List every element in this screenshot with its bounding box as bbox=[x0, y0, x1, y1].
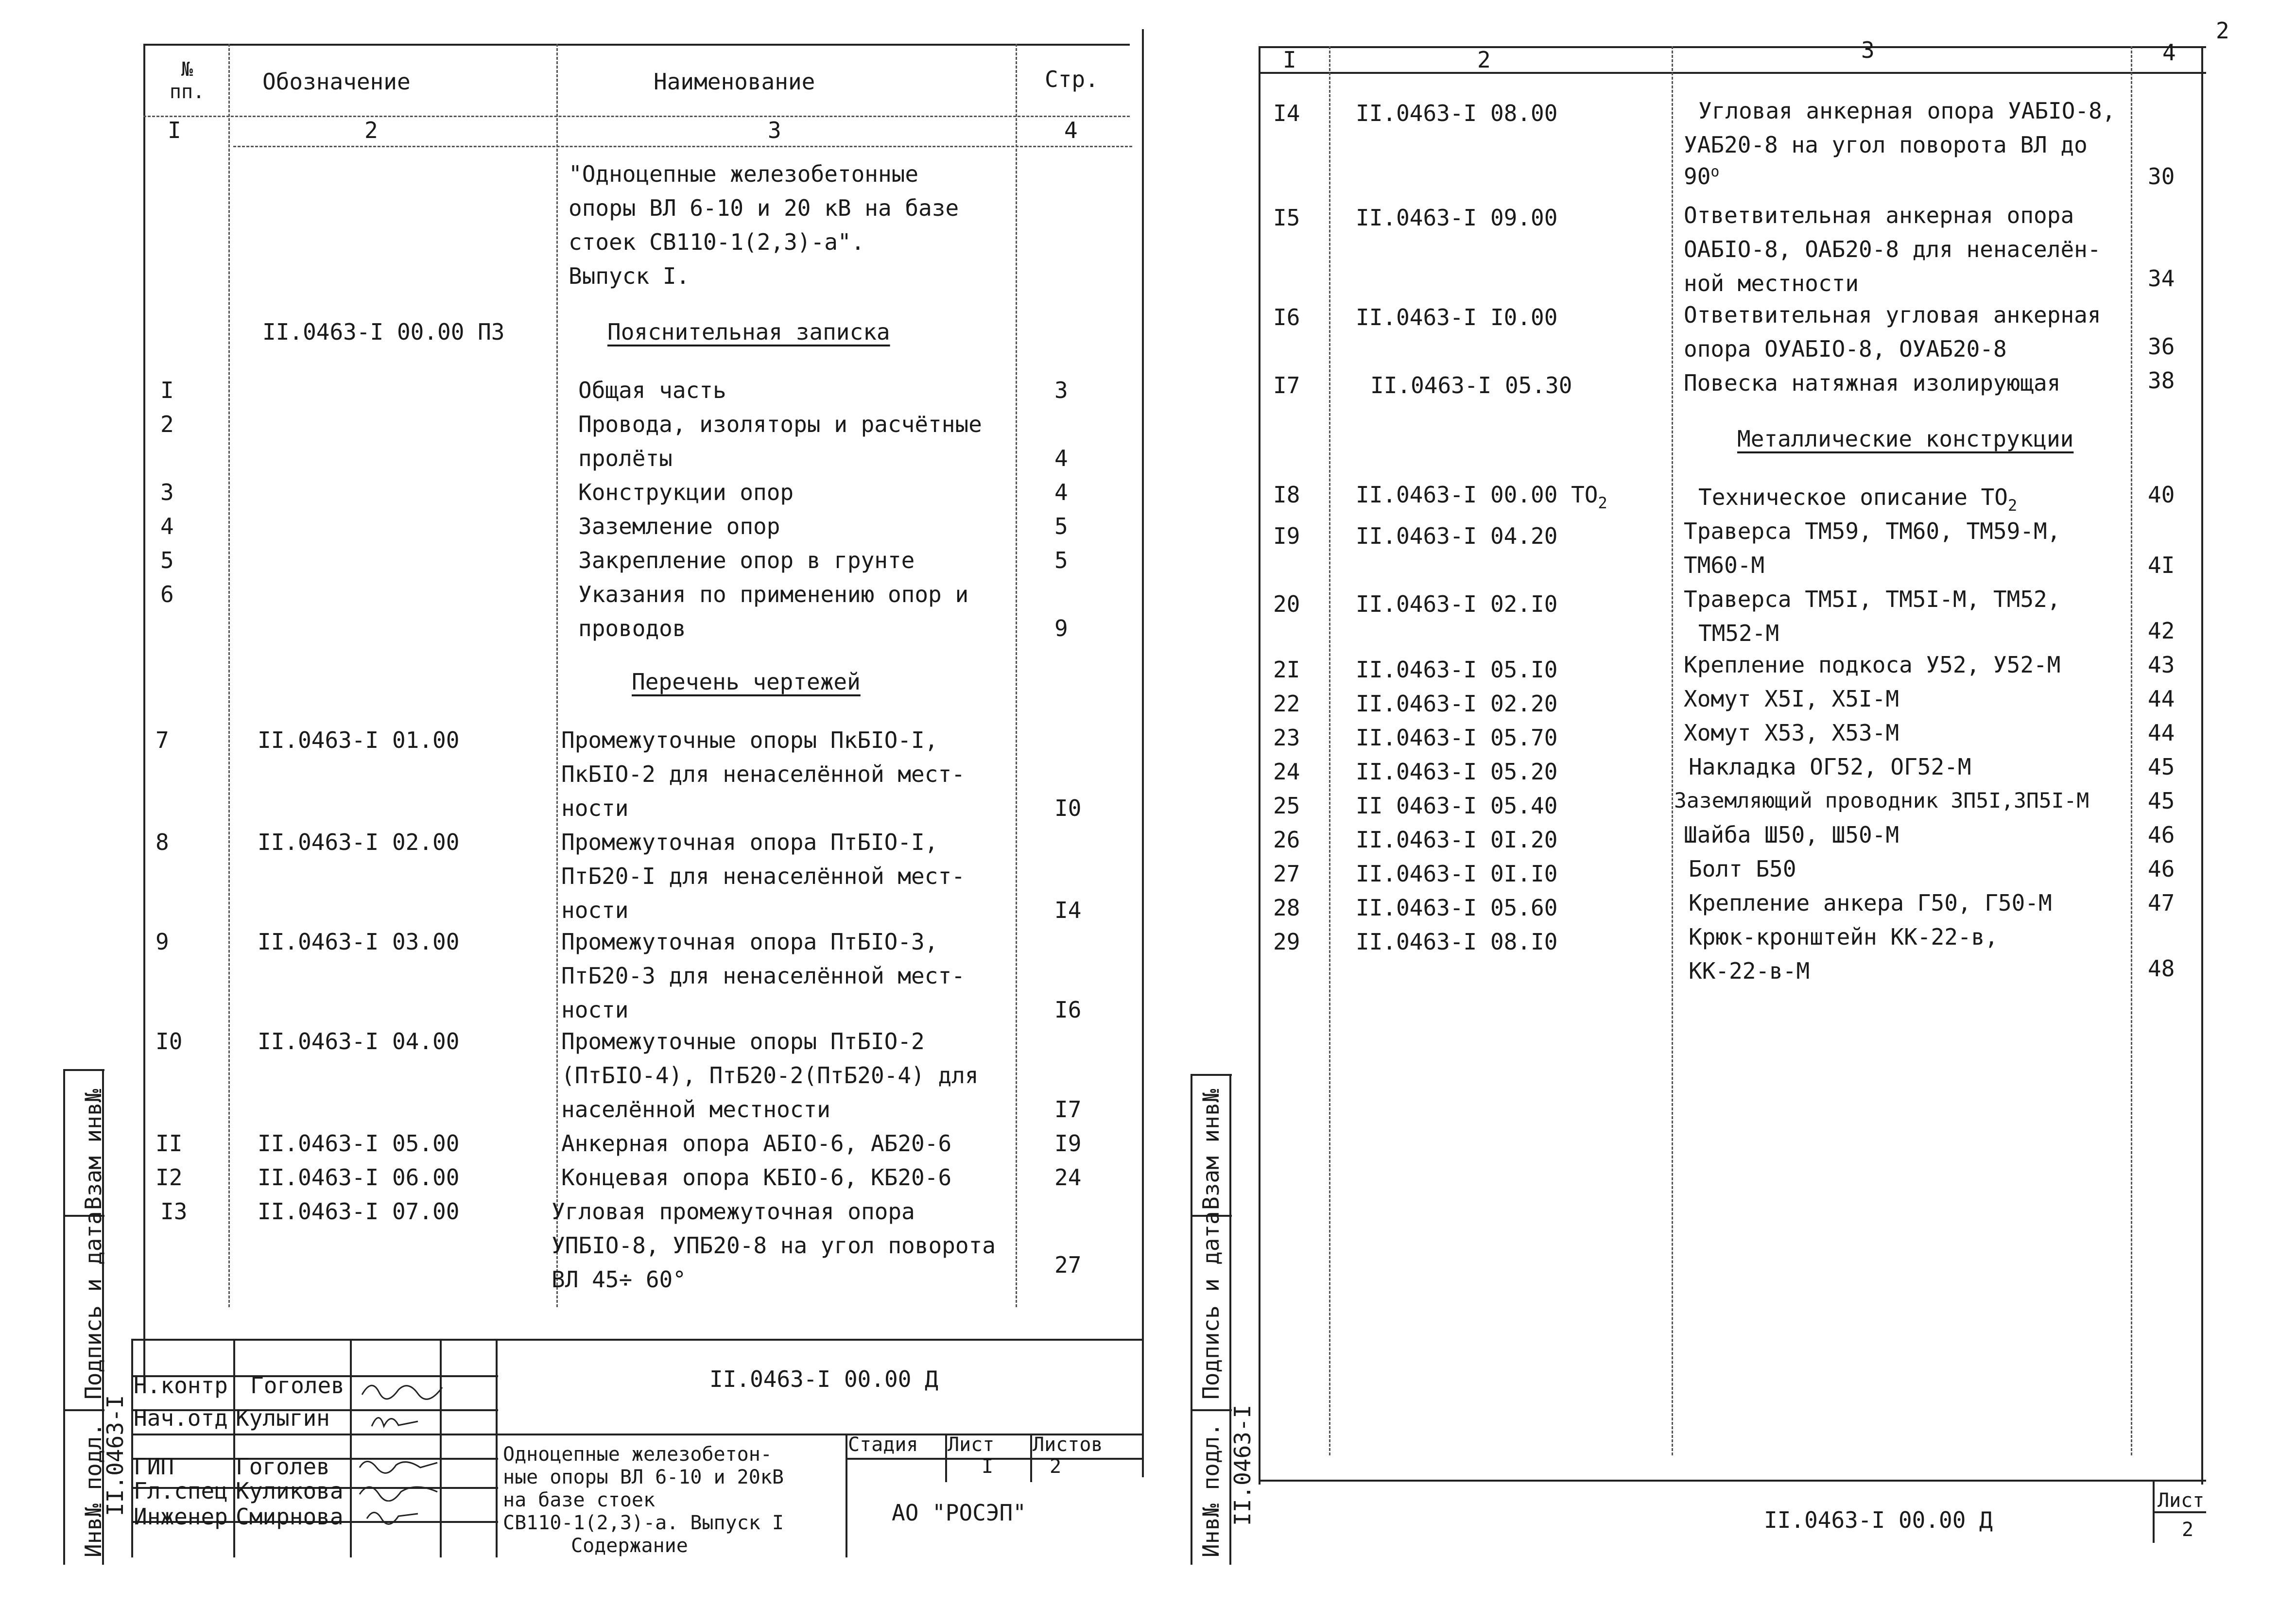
left-colnum-4: 4 bbox=[1064, 117, 1078, 143]
row-code: II.0463-I 07.00 bbox=[258, 1198, 460, 1225]
row-page: I9 bbox=[1054, 1130, 1082, 1157]
row-text: ОАБIO-8, ОАБ20-8 для ненаселён- bbox=[1684, 236, 2101, 262]
doc-title-line-3: стоек СВ110-1(2,3)-а". bbox=[569, 229, 865, 255]
pz-item-text: Закрепление опор в грунте bbox=[578, 547, 915, 573]
row-page: 42 bbox=[2148, 618, 2175, 644]
row-num: I3 bbox=[160, 1198, 188, 1225]
row-num: 9 bbox=[155, 929, 169, 955]
row-text: ВЛ 45÷ 60° bbox=[552, 1266, 686, 1293]
stamp-col bbox=[846, 1434, 847, 1557]
row-text: Концевая опора КБIO-6, КБ20-6 bbox=[561, 1164, 952, 1191]
side-frame bbox=[1191, 1074, 1192, 1565]
stamp-desc: Одноцепные железобетон- bbox=[503, 1443, 772, 1466]
stamp-stage-h: Стадия bbox=[848, 1434, 918, 1456]
row-text: УАБ20-8 на угол поворота ВЛ до bbox=[1684, 132, 2088, 158]
row-page: 44 bbox=[2148, 686, 2175, 712]
row-code: II.0463-I 05.70 bbox=[1356, 725, 1558, 751]
row-code: II.0463-I 08.00 bbox=[1356, 100, 1558, 126]
pz-item-page: 5 bbox=[1054, 513, 1068, 539]
pz-item-text: Заземление опор bbox=[578, 513, 780, 539]
row-page: 47 bbox=[2148, 890, 2175, 916]
stamp-org: АО "РОСЭП" bbox=[892, 1500, 1026, 1526]
right-header-top bbox=[1259, 46, 2206, 48]
side-vzam: Взам инв№ bbox=[1198, 1089, 1224, 1210]
row-num: I7 bbox=[1273, 372, 1300, 398]
signature-image bbox=[364, 1504, 423, 1526]
row-num: 20 bbox=[1273, 591, 1300, 617]
row-page: 30 bbox=[2148, 163, 2175, 190]
left-col-sep-2 bbox=[556, 44, 558, 1307]
row-text: Заземляющий проводник ЗП5I,ЗП5I-М bbox=[1674, 789, 2089, 813]
row-code: II.0463-I 05.00 bbox=[258, 1130, 460, 1157]
row-code: II.0463-I 04.20 bbox=[1356, 523, 1558, 549]
stamp-desc: на базе стоек bbox=[503, 1489, 656, 1511]
right-footer-top bbox=[1259, 1480, 2206, 1482]
left-frame-right bbox=[1142, 29, 1144, 1477]
drawings-title: Перечень чертежей bbox=[632, 669, 861, 695]
row-text: Накладка ОГ52, ОГ52-М bbox=[1689, 754, 1971, 780]
header-naim: Наименование bbox=[654, 69, 815, 95]
side-sep bbox=[63, 1409, 104, 1411]
pz-item-text: пролёты bbox=[578, 445, 673, 471]
pz-item-text: проводов bbox=[578, 615, 686, 641]
pz-item-text: Конструкции опор bbox=[578, 479, 794, 505]
stamp-name: Гоголев bbox=[250, 1372, 345, 1399]
row-text: населённой местности bbox=[561, 1096, 830, 1123]
row-num: 7 bbox=[155, 727, 169, 753]
row-page: 45 bbox=[2148, 754, 2175, 780]
right-colnum-2: 2 bbox=[1477, 47, 1491, 73]
row-code: II.0463-I 04.00 bbox=[258, 1028, 460, 1054]
row-page: 44 bbox=[2148, 720, 2175, 746]
right-footer-code: II.0463-I 00.00 Д bbox=[1764, 1507, 1993, 1533]
left-col-sep-1 bbox=[228, 44, 230, 1307]
row-text: Промежуточные опоры ПтБIO-2 bbox=[561, 1028, 925, 1054]
row-text: ности bbox=[561, 795, 629, 821]
row-page: 45 bbox=[2148, 788, 2175, 814]
row-text: Траверса ТМ5I, ТМ5I-М, ТМ52, bbox=[1684, 586, 2061, 612]
stamp-col bbox=[131, 1339, 133, 1557]
doc-title-line-1: "Одноцепные железобетонные bbox=[569, 161, 919, 187]
row-text: Крюк-кронштейн КК-22-в, bbox=[1689, 924, 1998, 950]
row-num: 24 bbox=[1273, 759, 1300, 785]
corner-sheet-num: 2 bbox=[2216, 17, 2229, 44]
row-text: ПтБ20-3 для ненаселённой мест- bbox=[561, 963, 965, 989]
pz-item-num: 2 bbox=[160, 411, 174, 437]
row-num: I9 bbox=[1273, 523, 1300, 549]
row-text: КК-22-в-М bbox=[1689, 958, 1810, 984]
stamp-name: Кулыгин bbox=[236, 1405, 330, 1431]
stamp-role: Инженер bbox=[134, 1503, 228, 1530]
side-sep bbox=[1191, 1074, 1232, 1076]
stamp-top bbox=[131, 1339, 1142, 1341]
row-code: II.0463-I 0I.I0 bbox=[1356, 861, 1558, 887]
row-page: 27 bbox=[1054, 1252, 1082, 1278]
pz-item-num: I bbox=[160, 377, 174, 403]
row-text: 90$^o$ bbox=[1684, 163, 1720, 190]
row-text: Болт Б50 bbox=[1689, 856, 1796, 882]
pz-item-page: 9 bbox=[1054, 615, 1068, 641]
pz-item-page: 3 bbox=[1054, 377, 1068, 403]
right-frame-left bbox=[1259, 46, 1260, 1485]
left-colnum-2: 2 bbox=[364, 117, 378, 143]
stamp-col bbox=[440, 1339, 442, 1557]
row-text: Крепление анкера Г50, Г50-М bbox=[1689, 890, 2052, 916]
signature-image bbox=[369, 1407, 428, 1434]
side-podp: Подпись и дата bbox=[80, 1211, 106, 1400]
row-text: Крепление подкоса У52, У52-М bbox=[1684, 652, 2061, 678]
row-text: ТМ52-М bbox=[1698, 620, 1779, 646]
row-code: II.0463-I 02.00 bbox=[258, 829, 460, 855]
row-text: ПкБIO-2 для ненаселённой мест- bbox=[561, 761, 965, 787]
row-text: ТМ60-М bbox=[1684, 552, 1765, 578]
row-num: I6 bbox=[1273, 304, 1300, 330]
row-num: 23 bbox=[1273, 725, 1300, 751]
right-col-sep-2 bbox=[1672, 46, 1673, 1455]
stamp-col bbox=[1030, 1434, 1032, 1482]
row-text: Шайба Ш50, Ш50-М bbox=[1684, 822, 1899, 848]
row-text: Промежуточная опора ПтБIO-3, bbox=[561, 929, 938, 955]
row-text: (ПтБIO-4), ПтБ20-2(ПтБ20-4) для bbox=[561, 1062, 979, 1089]
row-code: II.0463-I 0I.20 bbox=[1356, 827, 1558, 853]
row-page: 38 bbox=[2148, 367, 2175, 394]
stamp-name: Гоголев bbox=[236, 1453, 330, 1480]
stamp-desc: ные опоры ВЛ 6-10 и 20кВ bbox=[503, 1466, 784, 1488]
right-colnum-3: 3 bbox=[1861, 37, 1875, 63]
row-code: II.0463-I 01.00 bbox=[258, 727, 460, 753]
side-invnum: II.0463-I bbox=[102, 1395, 128, 1516]
signature-image bbox=[357, 1477, 440, 1502]
metal-title: Металлические конструкции bbox=[1737, 426, 2074, 452]
pz-item-text: Указания по применению опор и bbox=[578, 581, 969, 607]
stamp-sheets-h: Листов bbox=[1033, 1434, 1103, 1456]
stamp-sheet: I bbox=[982, 1455, 994, 1478]
row-page: 46 bbox=[2148, 856, 2175, 882]
stamp-role: Н.контр bbox=[134, 1372, 228, 1399]
row-page: I4 bbox=[1054, 897, 1082, 923]
row-code: II.0463-I 05.20 bbox=[1356, 759, 1558, 785]
pz-item-num: 3 bbox=[160, 479, 174, 505]
doc-title-line-2: опоры ВЛ 6-10 и 20 кВ на базе bbox=[569, 195, 959, 221]
row-text: Траверса ТМ59, ТМ60, ТМ59-М, bbox=[1684, 518, 2061, 544]
right-col-sep-1 bbox=[1329, 46, 1330, 1455]
stamp-code: II.0463-I 00.00 Д bbox=[709, 1366, 938, 1392]
row-text: Техническое описание $ТО_2$ bbox=[1698, 484, 2018, 515]
stamp-role: ГИП bbox=[134, 1453, 174, 1480]
stamp-role: Гл.спец bbox=[134, 1478, 228, 1504]
side-invnum: II.0463-I bbox=[1229, 1404, 1256, 1526]
row-text: Анкерная опора АБIO-6, АБ20-6 bbox=[561, 1130, 952, 1157]
row-page: 36 bbox=[2148, 333, 2175, 360]
row-code: II.0463-I 06.00 bbox=[258, 1164, 460, 1191]
stamp-sheet-h: Лист bbox=[948, 1434, 995, 1456]
side-inv: Инв№ подл. bbox=[80, 1423, 106, 1557]
right-colnum-4: 4 bbox=[2162, 39, 2176, 66]
row-page: 4I bbox=[2148, 552, 2175, 578]
side-frame bbox=[63, 1069, 65, 1565]
left-colnum-3: 3 bbox=[768, 117, 781, 143]
row-num: I2 bbox=[155, 1164, 183, 1191]
doc-title-line-4: Выпуск I. bbox=[569, 263, 690, 289]
row-code: II.0463-I 05.30 bbox=[1370, 372, 1572, 398]
stamp-col bbox=[233, 1339, 235, 1557]
row-text: опора ОУАБIO-8, ОУАБ20-8 bbox=[1684, 336, 2007, 362]
row-num: I5 bbox=[1273, 205, 1300, 231]
row-text: Ответвительная угловая анкерная bbox=[1684, 302, 2101, 328]
right-header-bottom bbox=[1259, 72, 2206, 74]
pz-item-page: 5 bbox=[1054, 547, 1068, 573]
row-code: II.0463-I 05.60 bbox=[1356, 895, 1558, 921]
row-code: II.0463-I I0.00 bbox=[1356, 304, 1558, 330]
row-page: 48 bbox=[2148, 955, 2175, 982]
row-num: 8 bbox=[155, 829, 169, 855]
row-num: I0 bbox=[155, 1028, 183, 1054]
pz-item-num: 5 bbox=[160, 547, 174, 573]
left-header-top bbox=[143, 44, 1130, 46]
header-oboz: Обозначение bbox=[262, 69, 411, 95]
left-header-sep bbox=[143, 116, 1130, 117]
row-num: 22 bbox=[1273, 691, 1300, 717]
row-page: 46 bbox=[2148, 822, 2175, 848]
stamp-sheets: 2 bbox=[1050, 1455, 1062, 1478]
row-code: II.0463-I 02.I0 bbox=[1356, 591, 1558, 617]
row-code: II 0463-I 05.40 bbox=[1356, 793, 1558, 819]
pz-item-num: 6 bbox=[160, 581, 174, 607]
right-colnum-1: I bbox=[1283, 47, 1296, 73]
row-text: Угловая промежуточная опора bbox=[552, 1198, 915, 1225]
row-text: Хомут Х53, Х53-М bbox=[1684, 720, 1899, 746]
row-text: ной местности bbox=[1684, 270, 1859, 296]
side-inv: Инв№ подл. bbox=[1198, 1423, 1224, 1557]
row-page: 43 bbox=[2148, 652, 2175, 678]
pz-item-page: 4 bbox=[1054, 479, 1068, 505]
row-num: II bbox=[155, 1130, 183, 1157]
row-page: 24 bbox=[1054, 1164, 1082, 1191]
pz-item-num: 4 bbox=[160, 513, 174, 539]
side-vzam: Взам инв№ bbox=[80, 1089, 106, 1210]
row-num: 26 bbox=[1273, 827, 1300, 853]
row-text: Ответвительная анкерная опора bbox=[1684, 202, 2074, 228]
signature-image bbox=[360, 1375, 447, 1404]
row-num: 27 bbox=[1273, 861, 1300, 887]
left-colnum-1: I bbox=[168, 117, 181, 143]
pz-item-page: 4 bbox=[1054, 445, 1068, 471]
left-frame-left bbox=[143, 44, 145, 1375]
stamp-desc: Содержание bbox=[571, 1535, 688, 1557]
row-text: Хомут Х5I, Х5I-М bbox=[1684, 686, 1899, 712]
left-col-sep-3 bbox=[1016, 44, 1017, 1307]
stamp-col bbox=[350, 1339, 352, 1557]
header-str: Стр. bbox=[1045, 66, 1099, 92]
row-page: 40 bbox=[2148, 482, 2175, 508]
row-code: II.0463-I 08.I0 bbox=[1356, 929, 1558, 955]
row-code: II.0463-I 02.20 bbox=[1356, 691, 1558, 717]
row-code: II.0463-I 05.I0 bbox=[1356, 657, 1558, 683]
row-text: ности bbox=[561, 997, 629, 1023]
stamp-col bbox=[945, 1434, 947, 1482]
stamp-role: Нач.отд bbox=[134, 1405, 228, 1431]
row-num: 2I bbox=[1273, 657, 1300, 683]
row-text: УПБIO-8, УПБ20-8 на угол поворота bbox=[552, 1232, 996, 1259]
row-code: II.0463-I 09.00 bbox=[1356, 205, 1558, 231]
row-text: Угловая анкерная опора УАБIO-8, bbox=[1698, 98, 2116, 124]
row-num: 25 bbox=[1273, 793, 1300, 819]
row-page: I6 bbox=[1054, 997, 1082, 1023]
right-footer-sheet-h: Лист bbox=[2158, 1489, 2205, 1512]
row-code: II.0463-I 03.00 bbox=[258, 929, 460, 955]
side-podp: Подпись и дата bbox=[1198, 1211, 1224, 1400]
signature-image bbox=[357, 1453, 440, 1475]
row-text: Промежуточные опоры ПкБIO-I, bbox=[561, 727, 938, 753]
row-text: Промежуточная опора ПтБIO-I, bbox=[561, 829, 938, 855]
header-num: № пп. bbox=[169, 58, 205, 103]
pz-title: Пояснительная записка bbox=[607, 319, 890, 345]
row-page: I7 bbox=[1054, 1096, 1082, 1123]
stamp-col bbox=[496, 1339, 498, 1557]
row-text: Повеска натяжная изолирующая bbox=[1684, 370, 2061, 396]
pz-code: II.0463-I 00.00 ПЗ bbox=[262, 319, 505, 345]
row-num: 29 bbox=[1273, 929, 1300, 955]
row-num: 28 bbox=[1273, 895, 1300, 921]
right-frame-right bbox=[2201, 46, 2203, 1485]
row-num: I8 bbox=[1273, 482, 1300, 508]
side-sep bbox=[63, 1069, 104, 1071]
stamp-desc: СВ110-1(2,3)-а. Выпуск I bbox=[503, 1512, 784, 1534]
stamp-name: Куликова bbox=[236, 1478, 344, 1504]
row-text: ПтБ20-I для ненаселённой мест- bbox=[561, 863, 965, 889]
side-sep bbox=[1191, 1409, 1232, 1411]
row-num: I4 bbox=[1273, 100, 1300, 126]
right-col-sep-3 bbox=[2131, 46, 2132, 1455]
stamp-name: Смирнова bbox=[236, 1503, 344, 1530]
row-code: II.0463-I 00.00 $ТО_2$ bbox=[1356, 482, 1607, 512]
pz-item-text: Провода, изоляторы и расчётные bbox=[578, 411, 982, 437]
right-footer-sheet: 2 bbox=[2182, 1519, 2194, 1541]
row-page: I0 bbox=[1054, 795, 1082, 821]
row-text: ности bbox=[561, 897, 629, 923]
row-page: 34 bbox=[2148, 265, 2175, 292]
pz-item-text: Общая часть bbox=[578, 377, 726, 403]
